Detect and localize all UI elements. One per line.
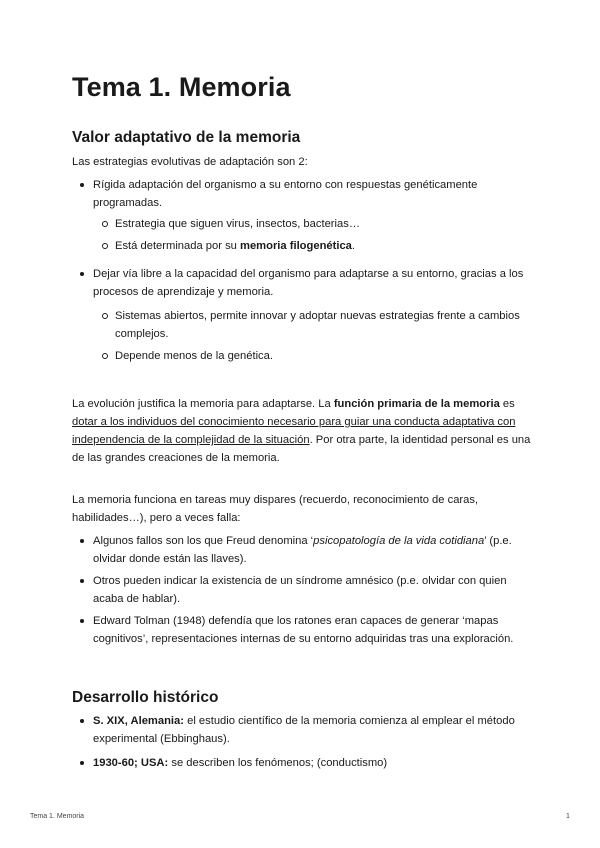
paragraph-function [72, 395, 532, 467]
text-span: La evolución justifica la memoria para adaptarse. La [72, 398, 334, 410]
page-title: Tema 1. Memoria [72, 72, 291, 102]
list-item [80, 712, 530, 748]
bullet-list-strategies-2 [80, 265, 530, 305]
bold-term: función primaria de la memoria [333, 398, 500, 410]
list-item: Rígida adaptación del organismo a su entorno con respuestas genéticamente programadas. [80, 176, 530, 212]
text-span: el estudio científico de la memoria comienza al emplear el método experimental (Ebbinghaus). [93, 715, 515, 745]
list-item [80, 754, 530, 772]
bold-term: 1930-60; USA: [93, 757, 169, 769]
section-heading-desarrollo-historico: Desarrollo histórico [72, 689, 219, 706]
text-span: Algunos fallos son los que Freud denomina ‘ [93, 535, 314, 547]
italic-term: psicopatología de la vida cotidiana [313, 535, 485, 547]
bullet-list-history [80, 712, 530, 776]
intro-paragraph: Las estrategias evolutivas de adaptación son 2: [72, 156, 308, 168]
text-span: Está determinada por su [115, 240, 240, 252]
bold-term: S. XIX, Alemania: [93, 715, 184, 727]
footer-title: Tema 1. Memoria [30, 813, 85, 820]
text-span: . [351, 240, 356, 252]
text-span: es [499, 398, 515, 410]
bullet-list-failures [80, 532, 530, 652]
list-item [102, 237, 527, 255]
footer-page-number: 1 [566, 813, 570, 820]
list-item: Otros pueden indicar la existencia de un síndrome amnésico (p.e. olvidar con quien acaba de hablar). [80, 572, 530, 608]
list-item: Estrategia que siguen virus, insectos, bacterias… [102, 215, 527, 233]
sub-list-open [102, 307, 527, 369]
text-span: . Por otra parte, la identidad personal es una de las grandes creaciones de la memoria. [72, 434, 531, 464]
text-span: ’ (p.e. olvidar donde están las llaves). [93, 535, 512, 565]
text-span: se describen los fenómenos; (conductismo) [168, 757, 388, 769]
list-item: Dejar vía libre a la capacidad del organismo para adaptarse a su entorno, gracias a los procesos de aprendizaje y memoria. [80, 265, 530, 301]
list-item: Depende menos de la genética. [102, 347, 527, 365]
list-item: Sistemas abiertos, permite innovar y adoptar nuevas estrategias frente a cambios complejos. [102, 307, 527, 343]
bold-term: memoria filogenética [240, 240, 352, 252]
bullet-list-strategies [80, 176, 530, 216]
list-item: Edward Tolman (1948) defendía que los ratones eran capaces de generar ‘mapas cognitivos’, representaciones internas de su entorno adquiridas tras una exploración. [80, 612, 530, 648]
section-heading-valor-adaptativo: Valor adaptativo de la memoria [72, 129, 301, 146]
paragraph-failures: La memoria funciona en tareas muy dispares (recuerdo, reconocimiento de caras, habilidades…), pero a veces falla: [72, 494, 479, 524]
sub-list-rigid [102, 215, 527, 259]
underlined-text: dotar a los individuos del conocimiento necesario para guiar una conducta adaptativa con independencia de la complejidad de la situación [72, 416, 516, 446]
list-item [80, 532, 530, 568]
